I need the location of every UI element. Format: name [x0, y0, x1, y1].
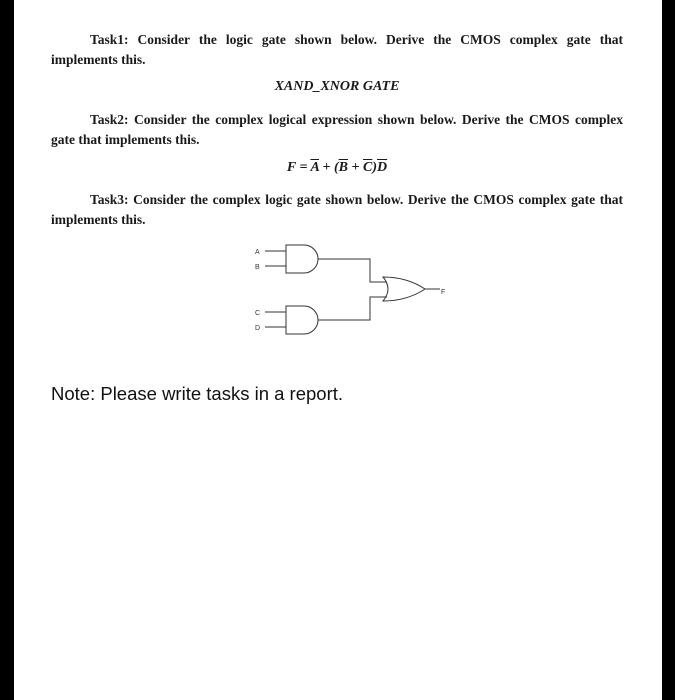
gate-title: XAND_XNOR GATE — [274, 79, 400, 94]
task1-text: Consider the logic gate shown below. Derive the CMOS complex gate that implements this. — [51, 32, 623, 67]
task3-label: Task3: — [90, 192, 129, 207]
task1-paragraph — [51, 30, 623, 70]
and-gate-1 — [286, 245, 318, 273]
formula-c-bar: $\overline{C}$ — [362, 160, 373, 175]
formula-close: ) — [372, 160, 377, 175]
document-page — [14, 0, 662, 700]
formula-plus1: + ( — [319, 160, 339, 175]
and-gate-2 — [286, 306, 318, 334]
input-a-label: A — [255, 249, 260, 256]
formula-plus2: + — [348, 160, 363, 175]
task3-paragraph — [51, 190, 623, 230]
input-d-label: D — [255, 325, 261, 332]
formula-a-bar: $\overline{A}$ — [310, 160, 320, 175]
formula-lhs: F — [286, 160, 296, 175]
output-f-label: F — [441, 289, 446, 296]
report-note: Note: Please write tasks in a report. — [51, 383, 344, 404]
input-b-label: B — [255, 264, 260, 271]
boolean-formula — [51, 160, 623, 176]
task2-text: Consider the complex logical expression shown below. Derive the CMOS complex gate that implements this. — [51, 112, 624, 147]
task2-paragraph — [51, 110, 623, 150]
task2-label: Task2: — [90, 112, 129, 127]
input-c-label: C — [255, 310, 261, 317]
formula-b-bar: $\overline{B}$ — [338, 160, 348, 175]
task3-text: Consider the complex logic gate shown below. Derive the CMOS complex gate that implements this. — [51, 192, 624, 227]
formula-eq: = — [295, 160, 311, 175]
wire-and1-to-or — [318, 259, 387, 282]
formula-d-bar: $\overline{D}$ — [377, 160, 388, 175]
wire-and2-to-or — [318, 297, 387, 320]
logic-circuit-diagram — [249, 237, 449, 347]
or-gate — [383, 277, 425, 301]
task1-label: Task1: — [90, 32, 129, 47]
